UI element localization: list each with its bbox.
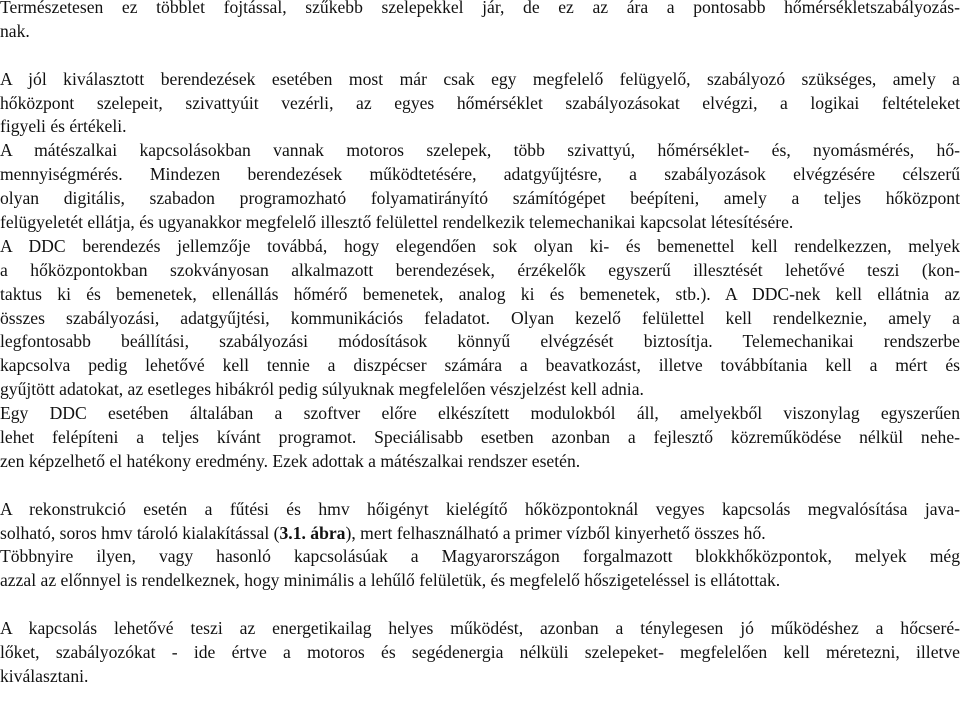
- text-line: A jól kiválasztott berendezések esetében most már csak egy megfelelő felügyelő, szabályozó szükséges, amely a: [0, 68, 960, 89]
- text-line: Egy DDC esetében általában a szoftver előre elkészített modulokból áll, amelyekből viszonylag egyszerűen: [0, 403, 960, 424]
- text-line: olyan digitális, szabadon programozható folyamatirányító számítógépet beépíteni, amely a teljes hőközpont: [0, 188, 960, 209]
- text-fragment: solható, soros hmv tároló kialakítással (: [0, 522, 280, 543]
- text-line: A rekonstrukció esetén a fűtési és hmv hőigényt kielégítő hőközpontoknál vegyes kapcsolás megvalósítása java-: [0, 498, 960, 519]
- text-line: kiválasztani.: [0, 665, 89, 686]
- paragraph: [0, 68, 960, 474]
- text-line: mennyiségmérés. Mindezen berendezések működtetésére, adatgyűjtésre, a szabályozások elvégzésére célszerű: [0, 164, 960, 185]
- text-line: figyeli és értékeli.: [0, 116, 127, 137]
- text-line: [0, 522, 960, 546]
- paragraph: [0, 0, 960, 44]
- text-line: kapcsolva pedig lehetővé kell tennie a diszpécser számára a beavatkozást, illetve továbbítania kell a mért és: [0, 355, 960, 376]
- text-line: taktus ki és bemenetek, ellenállás hőmérő bemenetek, analog ki és bemenetek, stb.). A DDC-nek kell ellátnia az: [0, 283, 960, 304]
- paragraph: [0, 498, 960, 594]
- text-line: felügyeletét ellátja, és ugyanakkor megfelelő illesztő felülettel rendelkezik telemechanikai kapcsolat létesítésére.: [0, 212, 794, 233]
- text-line: gyűjtött adatokat, az esetleges hibákról pedig súlyuknak megfelelően vészjelzést kell adnia.: [0, 379, 644, 400]
- text-line: azzal az előnnyel is rendelkeznek, hogy minimális a lehűlő felületük, és megfelelő hőszigeteléssel is ellátottak.: [0, 570, 781, 591]
- text-line: A DDC berendezés jellemzője továbbá, hogy elegendően sok olyan ki- és bemenettel kell rendelkezzen, melyek: [0, 235, 960, 256]
- text-line: lehet felépíteni a teljes kívánt programot. Speciálisabb esetben azonban a fejlesztő közreműködése nélkül nehe-: [0, 427, 960, 448]
- text-line: lőket, szabályozókat - ide értve a motoros és segédenergia nélküli szelepeket- megfelelően kell méretezni, illetve: [0, 642, 960, 663]
- text-line: nak.: [0, 20, 30, 41]
- text-line: összes szabályozási, adatgyűjtési, kommunikációs feladatot. Olyan kezelő felülettel kell rendelkeznie, amely a: [0, 307, 960, 328]
- text-line: Természetesen ez többlet fojtással, szűkebb szelepekkel jár, de ez az ára a pontosabb hőmérsékletszabályozás-: [0, 0, 960, 17]
- text-line: Többnyire ilyen, vagy hasonló kapcsolásúak a Magyarországon forgalmazott blokkhőközpontok, melyek még: [0, 546, 960, 567]
- text-line: A mátészalkai kapcsolásokban vannak motoros szelepek, több szivattyú, hőmérséklet- és, nyomásmérés, hő-: [0, 140, 960, 161]
- paragraph: [0, 617, 960, 689]
- text-fragment: ), mert felhasználható a primer vízből kinyerhető összes hő.: [345, 522, 766, 543]
- text-line: A kapcsolás lehetővé teszi az energetikailag helyes működést, azonban a ténylegesen jó működéshez a hőcseré-: [0, 618, 960, 639]
- figure-reference: 3.1. ábra: [279, 522, 346, 543]
- text-line: zen képzelhető el hatékony eredmény. Ezek adottak a mátészalkai rendszer esetén.: [0, 450, 581, 471]
- text-line: legfontosabb beállítási, szabályozási módosítások könnyű elvégzését biztosítja. Telemechanikai rendszerbe: [0, 331, 960, 352]
- text-line: hőközpont szelepeit, szivattyúit vezérli, az egyes hőmérséklet szabályozásokat elvégzi, a logikai feltételeket: [0, 92, 960, 113]
- text-line: a hőközpontokban szokványosan alkalmazott berendezések, érzékelők egyszerű illesztését lehetővé teszi (kon-: [0, 259, 960, 280]
